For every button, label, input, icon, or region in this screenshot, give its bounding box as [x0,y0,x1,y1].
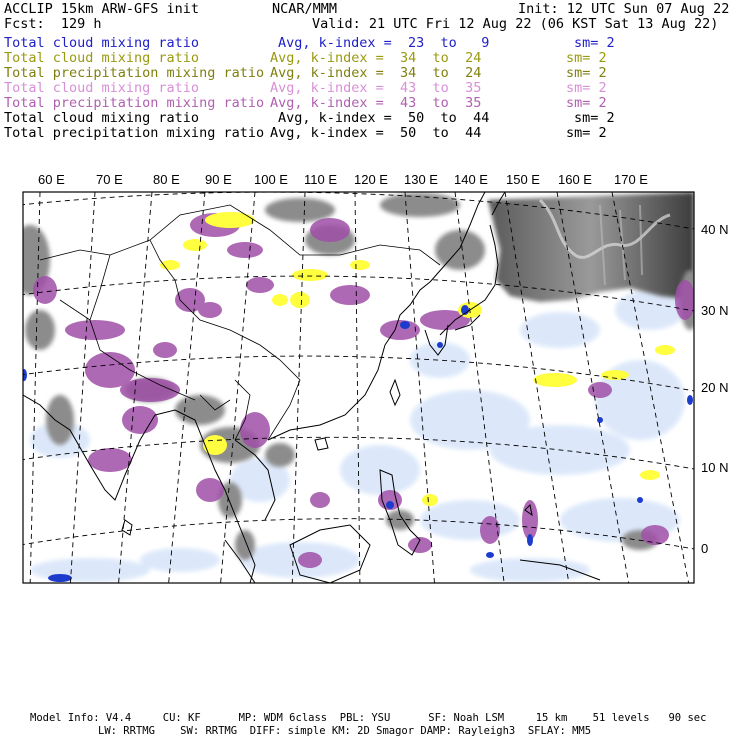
nw-pacific-cloud-mass [488,192,694,302]
lat-label: 30 N [701,303,729,318]
legend-sm: sm= 2 [566,80,607,96]
legend-sm: sm= 2 [566,125,607,141]
legend-sm: sm= 2 [566,50,607,66]
organization-label: NCAR/MMM [272,1,338,17]
legend-row [0,81,740,96]
legend-sm: sm= 2 [574,110,615,126]
longitude-labels [38,172,648,187]
valid-time: Valid: 21 UTC Fri 12 Aug 22 (06 KST Sat 13 Aug 22) [312,16,719,32]
lon-label: 70 E [96,172,123,187]
legend-field: Total cloud mixing ratio [4,110,200,126]
lat-label: 20 N [701,380,729,395]
lat-label: 0 [701,541,709,556]
legend-sm: sm= 2 [566,65,607,81]
lon-label: 60 E [38,172,65,187]
lon-label: 150 E [506,172,540,187]
legend-row [0,66,740,81]
lon-label: 80 E [153,172,180,187]
legend-avg: Avg, k-index = 50 to 44 [278,110,490,126]
model-info-line2: LW: RRTMG SW: RRTMG DIFF: simple KM: 2D Smagor DAMP: Rayleigh3 SFLAY: MM5 [98,725,592,737]
legend-avg: Avg, k-index = 34 to 24 [270,50,482,66]
legend-field: Total precipitation mixing ratio [4,95,265,111]
lon-label: 90 E [205,172,232,187]
legend-avg: Avg, k-index = 34 to 24 [270,65,482,81]
legend-row [0,126,740,141]
weather-map [0,170,740,590]
forecast-hour: Fcst: 129 h [4,16,102,32]
lat-label: 10 N [701,460,729,475]
legend-sm: sm= 2 [566,95,607,111]
lon-label: 140 E [454,172,488,187]
legend-avg: Avg, k-index = 43 to 35 [270,80,482,96]
legend-field: Total cloud mixing ratio [4,35,200,51]
lat-label: 40 N [701,222,729,237]
legend-row [0,111,740,126]
model-info-line1: Model Info: V4.4 CU: KF MP: WDM 6class PBL: YSU SF: Noah LSM 15 km 51 levels 90 sec [30,712,707,724]
legend-avg: Avg, k-index = 43 to 35 [270,95,482,111]
legend-avg: Avg, k-index = 50 to 44 [270,125,482,141]
legend-row [0,51,740,66]
lon-label: 110 E [304,172,338,187]
lon-label: 120 E [354,172,388,187]
legend-field: Total precipitation mixing ratio [4,65,265,81]
legend-sm: sm= 2 [574,35,615,51]
latitude-labels [701,222,728,556]
legend-row [0,36,740,51]
legend-avg: Avg, k-index = 23 to 9 [278,35,490,51]
lon-label: 170 E [614,172,648,187]
legend-field: Total precipitation mixing ratio [4,125,265,141]
lon-label: 130 E [404,172,438,187]
lon-label: 160 E [558,172,592,187]
light-blue-cloud-field [30,290,685,582]
legend-row [0,96,740,111]
legend-field: Total cloud mixing ratio [4,80,200,96]
legend-field: Total cloud mixing ratio [4,50,200,66]
model-title: ACCLIP 15km ARW-GFS init [4,1,200,17]
lon-label: 100 E [254,172,288,187]
init-time: Init: 12 UTC Sun 07 Aug 22 [518,1,730,17]
